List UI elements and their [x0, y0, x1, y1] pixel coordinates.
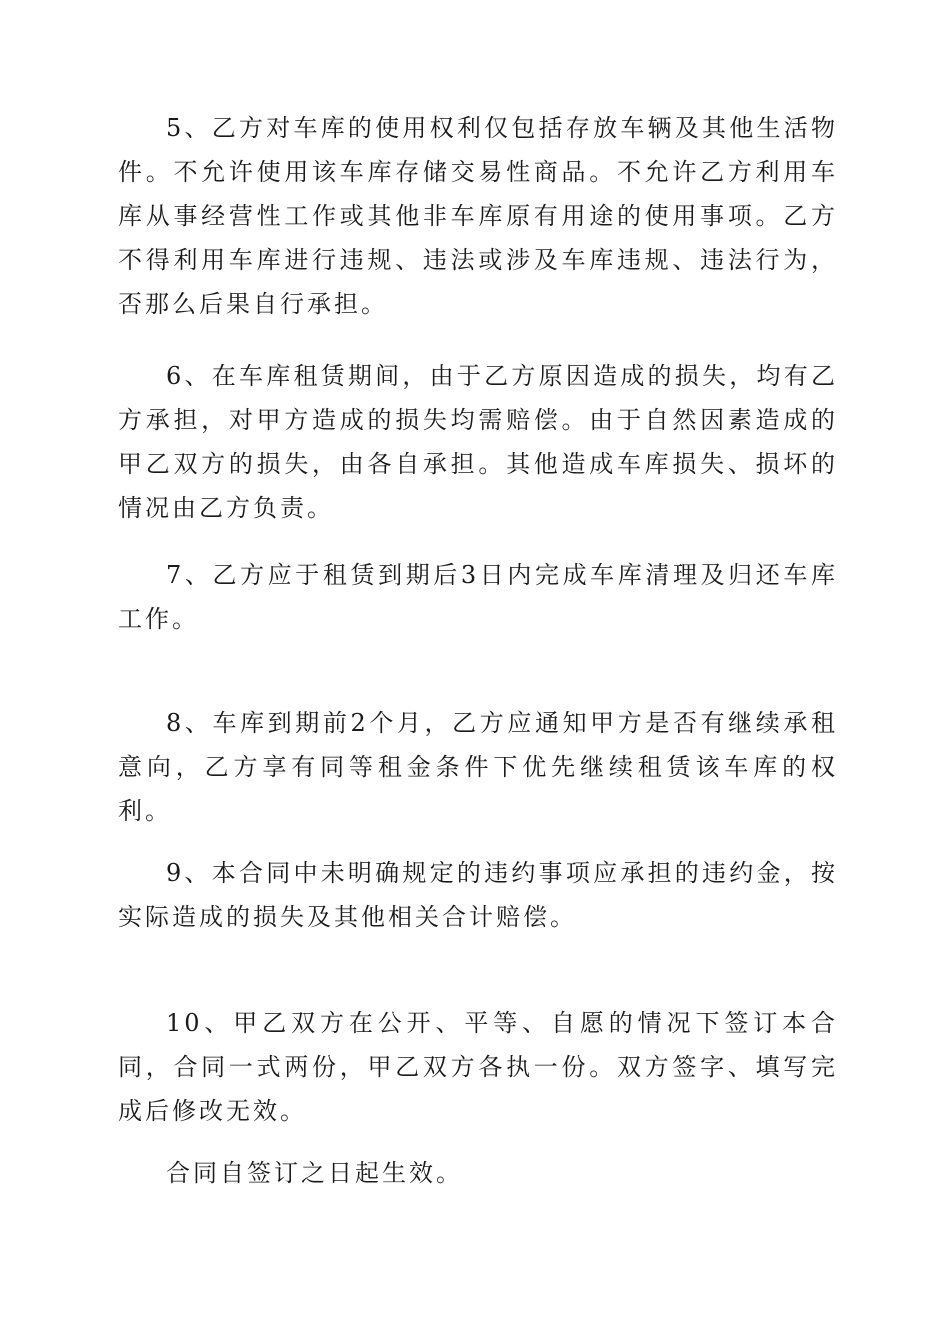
clause-8-paragraph: 8、车库到期前2个月，乙方应通知甲方是否有继续承租意向，乙方享有同等租金条件下优先继续租赁该车库的权利。 — [118, 709, 838, 825]
effective-date-clause: 合同自签订之日起生效。 — [166, 1159, 463, 1187]
clause-6-paragraph: 6、在车库租赁期间，由于乙方原因造成的损失，均有乙方承担，对甲方造成的损失均需赔偿。由于自然因素造成的甲乙双方的损失，由各自承担。其他造成车库损失、损坏的情况由乙方负责。 — [118, 362, 838, 522]
clause-5-paragraph: 5、乙方对车库的使用权利仅包括存放车辆及其他生活物件。不允许使用该车库存储交易性商品。不允许乙方利用车库从事经营性工作或其他非车库原有用途的使用事项。乙方不得利用车库进行违规、违法或涉及车库违规、违法行为，否那么后果自行承担。 — [118, 114, 838, 318]
clause-10-paragraph: 10、甲乙双方在公开、平等、自愿的情况下签订本合同，合同一式两份，甲乙双方各执一份。双方签字、填写完成后修改无效。 — [118, 1009, 838, 1125]
clause-9-paragraph: 9、本合同中未明确规定的违约事项应承担的违约金，按实际造成的损失及其他相关合计赔偿。 — [118, 859, 838, 931]
clause-7-paragraph: 7、乙方应于租赁到期后3日内完成车库清理及归还车库工作。 — [118, 561, 838, 633]
